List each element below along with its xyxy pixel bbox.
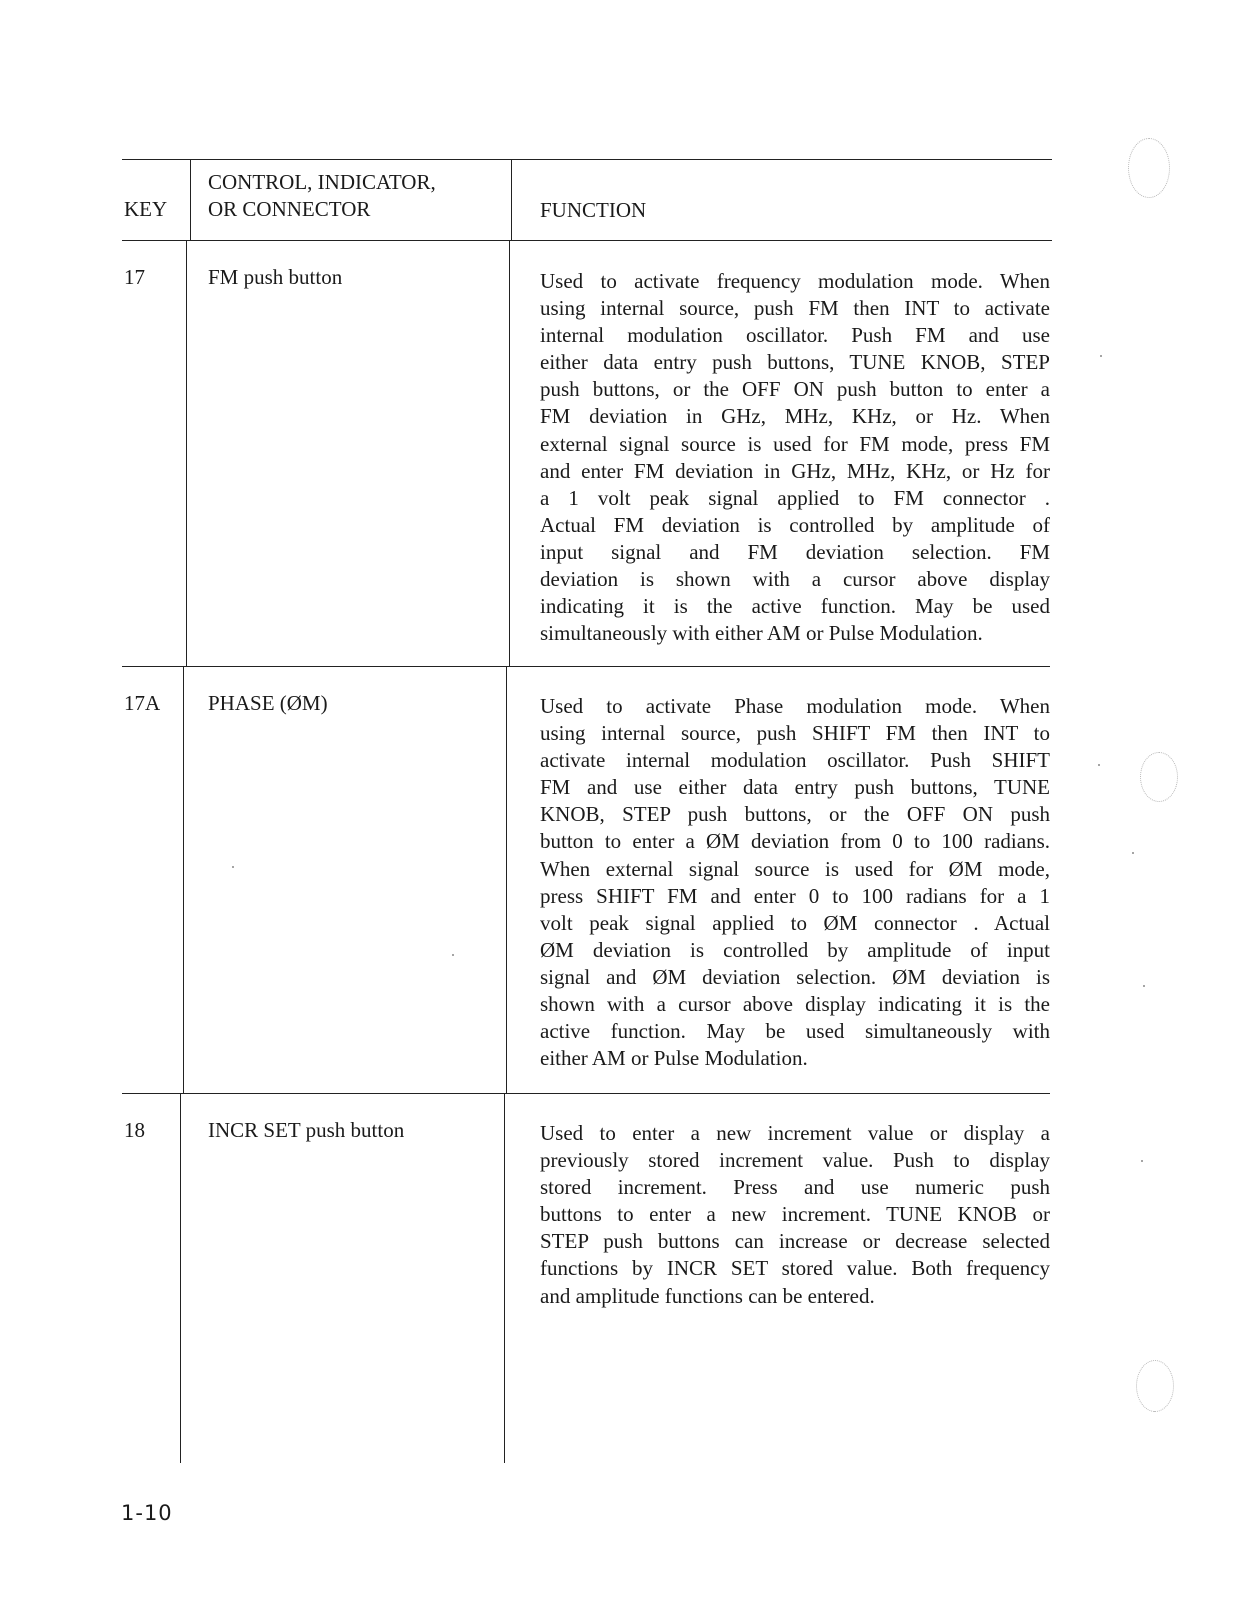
binder-hole-mark xyxy=(1128,138,1170,198)
function-line: and amplitude functions can be entered. xyxy=(540,1283,875,1308)
scan-speck xyxy=(1141,1160,1143,1162)
scan-speck xyxy=(452,954,454,956)
function-line: indicating it is the active function. May be used xyxy=(540,594,1050,619)
function-line: Used to activate frequency modulation mode. When xyxy=(540,269,1050,293)
function-line: input signal and FM deviation selection. FM xyxy=(540,539,1050,564)
function-line: active function. May be used simultaneously with xyxy=(540,1019,1050,1044)
scan-speck xyxy=(232,866,234,868)
page-number: 1-10 xyxy=(121,1501,173,1525)
row-key: 18 xyxy=(124,1118,145,1142)
function-line: Actual FM deviation is controlled by amplitude of xyxy=(540,512,1050,537)
column-rule-key-body-3 xyxy=(180,1093,181,1463)
header-bottom-rule xyxy=(122,240,1052,241)
function-line: external signal source is used for FM mode, press FM xyxy=(540,431,1050,456)
binder-hole-mark xyxy=(1140,752,1178,802)
function-line: and enter FM deviation in GHz, MHz, KHz, or Hz for xyxy=(540,458,1050,483)
function-line: When external signal source is used for ØM mode, xyxy=(540,856,1050,881)
row-function xyxy=(540,1120,1050,1310)
row-divider-1 xyxy=(122,666,1050,667)
function-line: volt peak signal applied to ØM connector . Actual xyxy=(540,910,1050,935)
function-line: Used to enter a new increment value or display a xyxy=(540,1121,1050,1145)
row-divider-2 xyxy=(122,1093,1050,1094)
column-rule-key-body xyxy=(186,240,187,666)
scan-speck xyxy=(1132,852,1134,854)
function-line: signal and ØM deviation selection. ØM deviation is xyxy=(540,964,1050,989)
function-line: activate internal modulation oscillator. Push SHIFT xyxy=(540,748,1050,773)
column-rule-function-body-2 xyxy=(506,666,507,1093)
function-line: a 1 volt peak signal applied to FM connector . xyxy=(540,485,1050,510)
function-line: previously stored increment value. Push to display xyxy=(540,1148,1050,1173)
function-line: press SHIFT FM and enter 0 to 100 radians for a 1 xyxy=(540,883,1050,908)
function-line: functions by INCR SET stored value. Both frequency xyxy=(540,1256,1050,1281)
scan-speck xyxy=(1143,985,1145,987)
function-line: KNOB, STEP push buttons, or the OFF ON push xyxy=(540,802,1050,827)
row-control: FM push button xyxy=(208,265,343,289)
function-line: FM deviation in GHz, MHz, KHz, or Hz. When xyxy=(540,404,1050,429)
function-line: ØM deviation is controlled by amplitude of input xyxy=(540,937,1050,962)
function-line: Used to activate Phase modulation mode. When xyxy=(540,694,1050,718)
column-rule-key-body-2 xyxy=(183,666,184,1093)
header-control-line2: OR CONNECTOR xyxy=(208,197,371,221)
row-control: PHASE (ØM) xyxy=(208,691,328,715)
function-line: simultaneously with either AM or Pulse Modulation. xyxy=(540,621,983,646)
scan-speck xyxy=(1100,355,1102,357)
function-line: using internal source, push SHIFT FM then INT to xyxy=(540,721,1050,746)
function-line: FM and use either data entry push buttons, TUNE xyxy=(540,775,1050,800)
row-key: 17 xyxy=(124,265,145,289)
function-line: internal modulation oscillator. Push FM and use xyxy=(540,323,1050,348)
header-key: KEY xyxy=(124,197,168,221)
function-line: deviation is shown with a cursor above display xyxy=(540,567,1050,592)
scan-speck xyxy=(1098,764,1100,766)
header-function: FUNCTION xyxy=(540,198,647,222)
header-control-line1: CONTROL, INDICATOR, xyxy=(208,170,436,194)
binder-hole-mark xyxy=(1136,1360,1174,1412)
function-line: shown with a cursor above display indicating it is the xyxy=(540,992,1050,1017)
row-function xyxy=(540,693,1050,1072)
column-rule-function-body-3 xyxy=(504,1093,505,1463)
row-function xyxy=(540,268,1050,647)
column-rule-function xyxy=(511,159,512,240)
function-line: either AM or Pulse Modulation. xyxy=(540,1046,808,1071)
row-control: INCR SET push button xyxy=(208,1118,405,1142)
function-line: button to enter a ØM deviation from 0 to 100 radians. xyxy=(540,829,1050,854)
function-line: either data entry push buttons, TUNE KNOB, STEP xyxy=(540,350,1050,375)
table-top-rule xyxy=(122,159,1052,160)
function-line: buttons to enter a new increment. TUNE KNOB or xyxy=(540,1202,1050,1227)
row-key: 17A xyxy=(124,691,161,715)
column-rule-function-body xyxy=(509,240,510,666)
function-line: STEP push buttons can increase or decrease selected xyxy=(540,1229,1050,1254)
function-line: using internal source, push FM then INT to activate xyxy=(540,296,1050,321)
function-line: stored increment. Press and use numeric push xyxy=(540,1175,1050,1200)
column-rule-key xyxy=(190,159,191,240)
function-line: push buttons, or the OFF ON push button to enter a xyxy=(540,377,1050,402)
